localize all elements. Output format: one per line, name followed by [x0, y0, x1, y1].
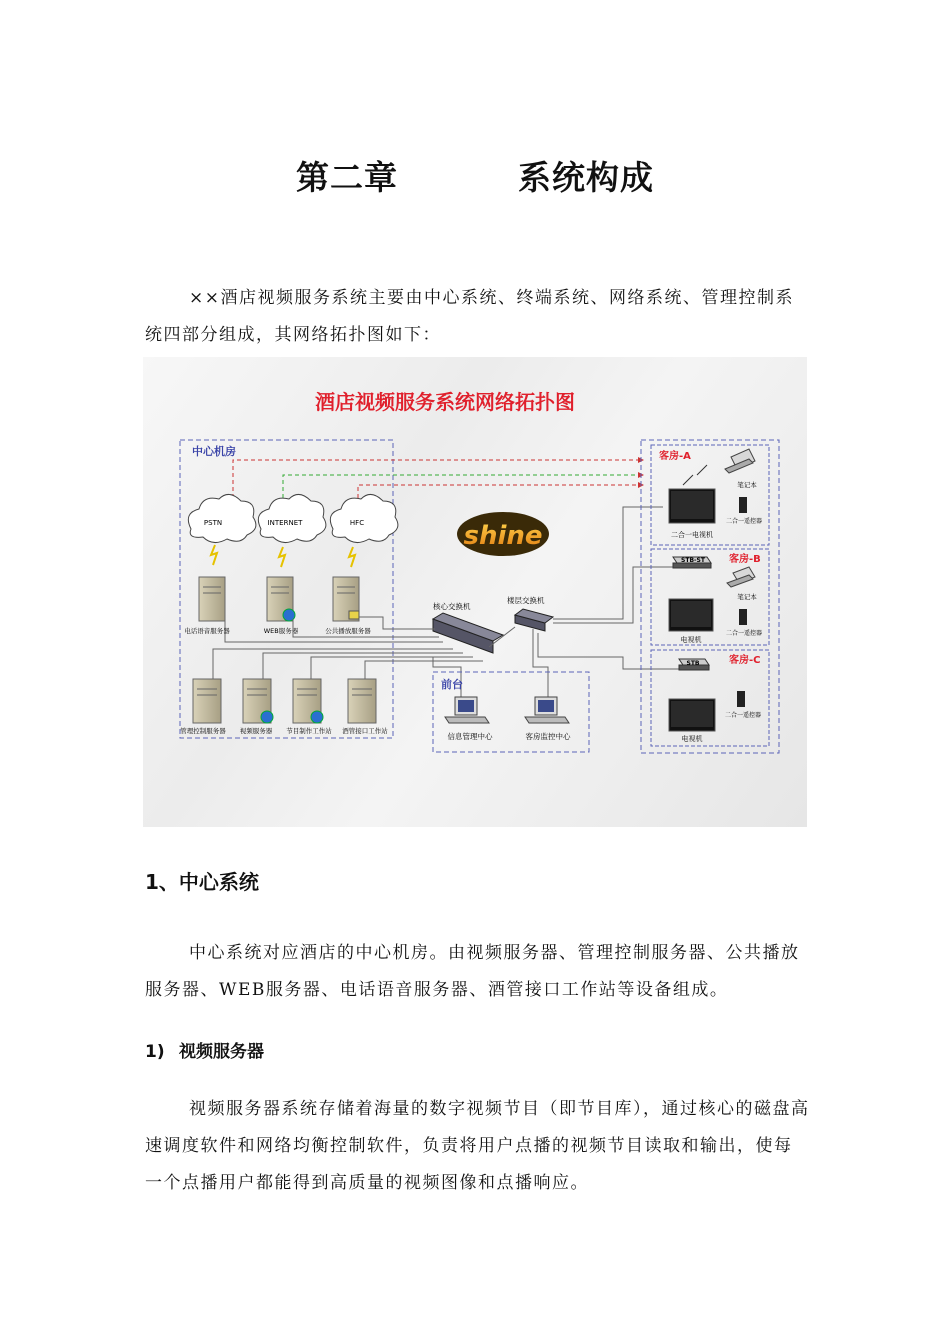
cloud-hfc-label: HFC	[349, 519, 365, 527]
diagram-title: 酒店视频服务系统网络拓扑图	[315, 390, 575, 414]
server-phone-label: 电话语音服务器	[184, 627, 230, 635]
internet-link	[283, 475, 643, 505]
subsection-1-number: 1)	[145, 1042, 165, 1062]
network-topology-figure	[143, 357, 807, 827]
lightning-icon	[211, 545, 217, 565]
hfc-link	[358, 485, 643, 505]
server-web-label: WEB服务器	[263, 627, 299, 635]
info-center-label: 信息管理中心	[447, 732, 493, 741]
subsection-1-heading	[145, 1037, 264, 1062]
room-c-remote-label: 二合一遥控器	[724, 712, 762, 719]
chapter-name: 系统构成	[518, 158, 654, 197]
core-switch-icon	[433, 613, 503, 653]
remote-icon	[739, 497, 747, 513]
server-icon	[199, 577, 225, 621]
cloud-icon	[330, 494, 398, 542]
tv-icon	[669, 699, 715, 731]
laptop-icon	[725, 449, 755, 473]
server-broadcast-label: 公共播放服务器	[325, 627, 371, 635]
room-c-stb-label: STB	[686, 660, 700, 667]
room-b-remote-label: 二合一遥控器	[725, 630, 763, 637]
tv-icon	[669, 599, 713, 631]
server-production-label: 节目制作工作站	[286, 727, 332, 735]
remote-icon	[739, 609, 747, 625]
server-hotel-label: 酒管接口工作站	[342, 727, 388, 735]
server-video-label: 视频服务器	[239, 727, 273, 735]
lightning-icon	[349, 547, 355, 567]
core-switch-label: 核心交换机	[433, 602, 471, 611]
room-c-tv-label: 电视机	[681, 735, 703, 743]
room-b-stb-label: STB-ST	[681, 557, 705, 564]
server-icon	[293, 679, 323, 723]
chapter-title	[0, 152, 950, 199]
server-mgmt-label: 管理控制服务器	[180, 727, 226, 735]
chapter-number: 第二章	[296, 158, 398, 197]
room-b-laptop-label: 笔记本	[737, 593, 757, 601]
room-monitor-label: 客房监控中心	[525, 732, 571, 741]
server-icon	[193, 679, 221, 723]
subsection-1-title: 视频服务器	[179, 1042, 264, 1062]
topology-diagram	[143, 357, 807, 827]
laptop-icon	[727, 567, 755, 587]
server-icon	[243, 679, 273, 723]
floor-switch-label: 楼层交换机	[507, 596, 545, 605]
remote-icon	[737, 691, 745, 707]
desktop-pc-icon	[525, 697, 569, 723]
floor-switch-icon	[515, 609, 553, 631]
front-desk-label: 前台	[441, 678, 463, 691]
desktop-pc-icon	[445, 697, 489, 723]
server-icon	[333, 577, 359, 621]
room-a-laptop-label: 笔记本	[737, 481, 757, 489]
intro-paragraph: ××酒店视频服务系统主要由中心系统、终端系统、网络系统、管理控制系统四部分组成，其网络拓扑图如下：	[145, 288, 794, 345]
room-b-label: 客房-B	[729, 554, 761, 565]
tv-icon	[669, 465, 715, 523]
room-a-tv-label: 二合一电视机	[671, 531, 713, 539]
cloud-pstn-label: PSTN	[203, 519, 223, 527]
server-icon	[348, 679, 376, 723]
room-b-tv-label: 电视机	[680, 636, 702, 644]
room-a-remote-label: 二合一遥控器	[725, 518, 763, 525]
center-room-label: 中心机房	[192, 445, 236, 458]
section-1-heading: 1、中心系统	[145, 870, 259, 894]
section-1-paragraph: 中心系统对应酒店的中心机房。由视频服务器、管理控制服务器、公共播放服务器、WEB服务器、电话语音服务器、酒管接口工作站等设备组成。	[145, 943, 800, 1000]
room-c-label: 客房-C	[729, 655, 761, 666]
subsection-1-paragraph: 视频服务器系统存储着海量的数字视频节目（即节目库），通过核心的磁盘高速调度软件和网络均衡控制软件，负责将用户点播的视频节目读取和输出，使每一个点播用户都能得到高质量的视频图像和点播响应。	[145, 1099, 810, 1193]
room-a-label: 客房-A	[659, 451, 691, 462]
logo-text: shine	[463, 521, 543, 551]
server-icon	[267, 577, 295, 621]
cloud-internet-label: INTERNET	[267, 519, 303, 527]
lightning-icon	[279, 547, 285, 567]
cloud-icon	[188, 494, 256, 542]
